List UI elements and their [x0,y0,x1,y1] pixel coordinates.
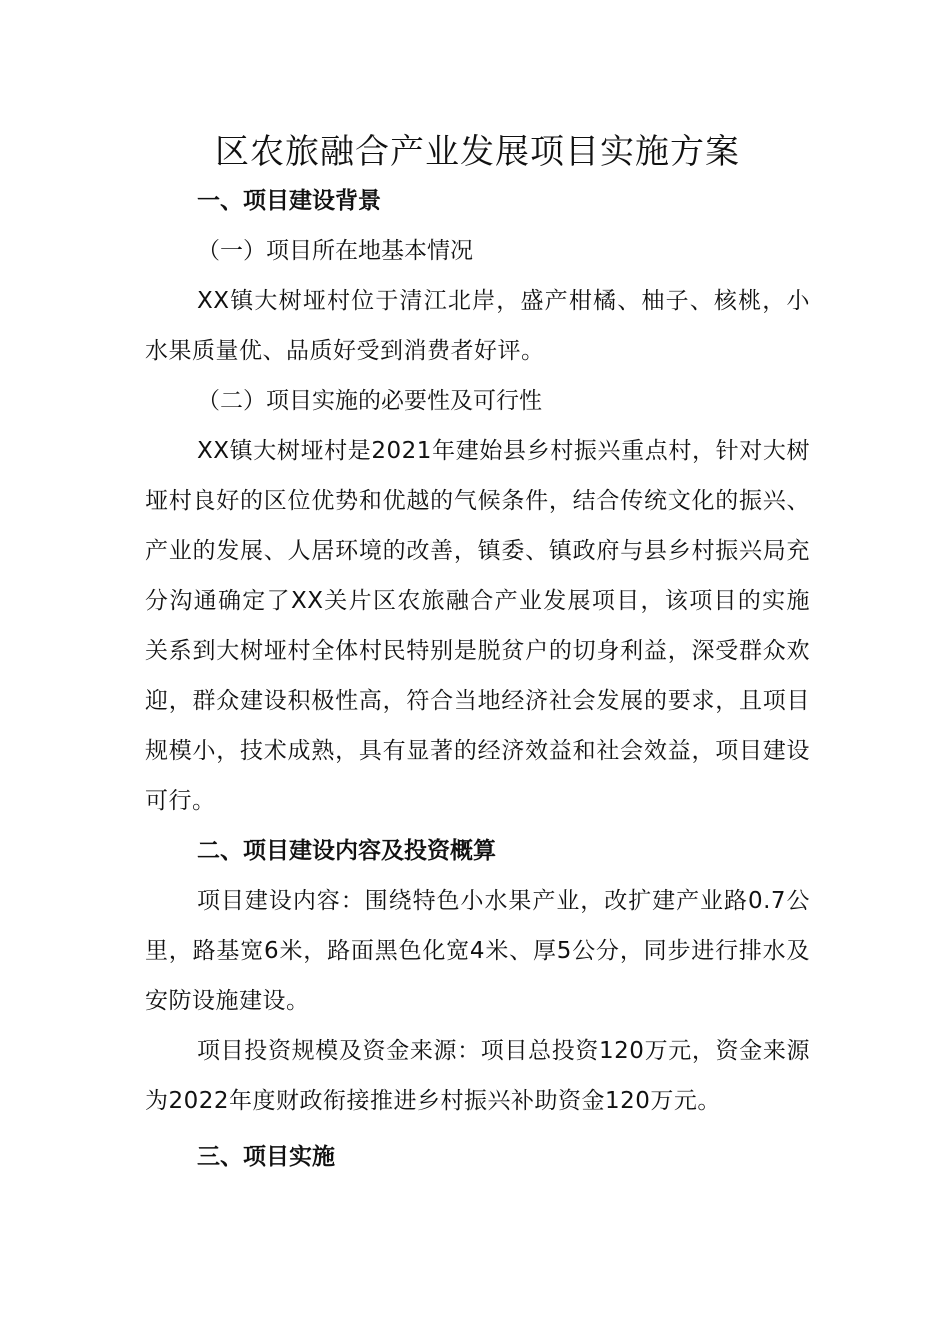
section-1-sub-2-paragraph: XX镇大树垭村是2021年建始县乡村振兴重点村，针对大树垭村良好的区位优势和优越的气候条件，结合传统文化的振兴、产业的发展、人居环境的改善，镇委、镇政府与县乡村振兴局充分沟通确定了XX关片区农旅融合产业发展项目，该项目的实施关系到大树垭村全体村民特别是脱贫户的切身利益，深受群众欢迎，群众建设积极性高，符合当地经济社会发展的要求，且项目规模小，技术成熟，具有显著的经济效益和社会效益，项目建设可行。 [145,438,810,814]
document-body [145,128,810,1182]
section-1-heading: 一、项目建设背景 [197,188,381,214]
section-2-paragraph-1: 项目建设内容：围绕特色小水果产业，改扩建产业路0.7公里，路基宽6米，路面黑色化宽4米、厚5公分，同步进行排水及安防设施建设。 [145,888,810,1014]
section-2-paragraph-2: 项目投资规模及资金来源：项目总投资120万元，资金来源为2022年度财政衔接推进乡村振兴补助资金120万元。 [145,1038,810,1114]
document-title: 区农旅融合产业发展项目实施方案 [215,132,740,172]
section-2-heading: 二、项目建设内容及投资概算 [197,838,496,864]
section-1-sub-1-heading: （一）项目所在地基本情况 [197,238,473,264]
section-3-heading: 三、项目实施 [197,1144,335,1170]
section-1-sub-2-heading: （二）项目实施的必要性及可行性 [197,388,542,414]
section-1-sub-1-paragraph: XX镇大树垭村位于清江北岸，盛产柑橘、柚子、核桃，小水果质量优、品质好受到消费者好评。 [145,288,810,364]
